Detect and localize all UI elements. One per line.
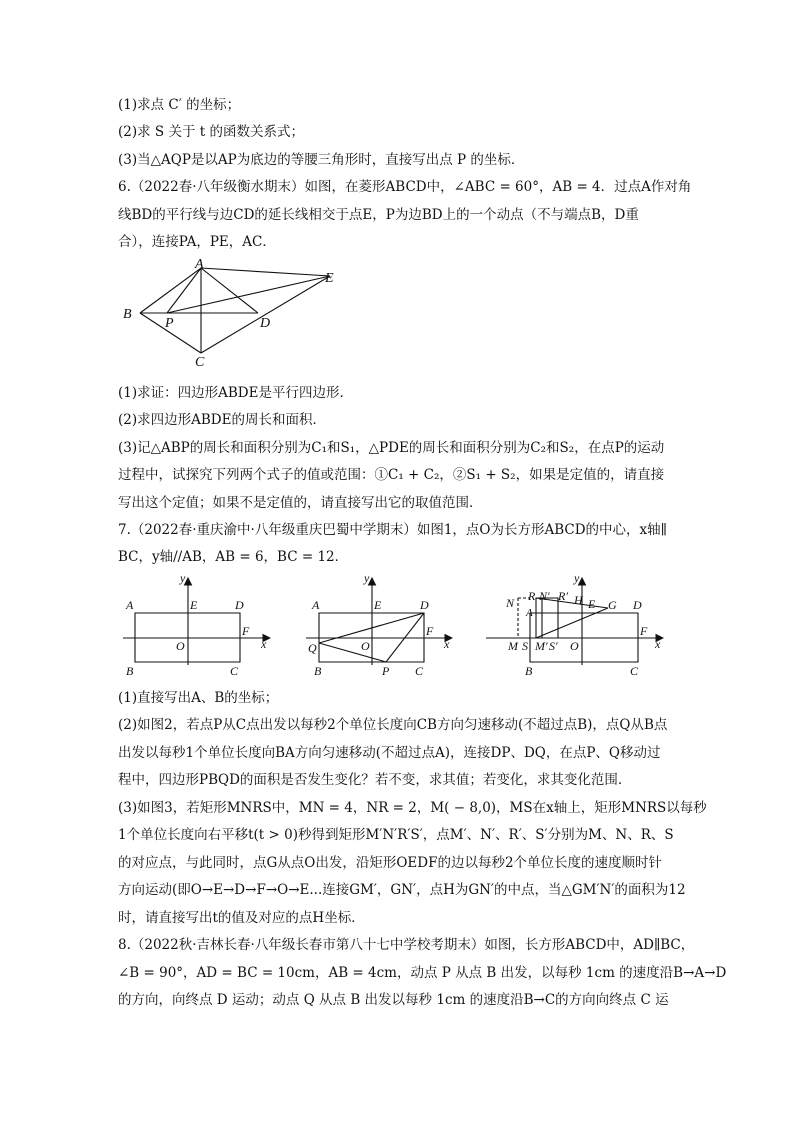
svg-text:G: G (608, 598, 617, 612)
svg-text:x: x (655, 637, 661, 651)
fig6-label-B: B (123, 307, 132, 322)
svg-text:S′: S′ (549, 639, 558, 653)
svg-text:A: A (312, 598, 320, 612)
text-line-6: 合），连接PA，PE，AC． (118, 234, 276, 250)
svg-text:F: F (640, 624, 648, 638)
svg-text:x: x (261, 637, 267, 651)
svg-text:D: D (235, 598, 244, 612)
svg-text:B: B (126, 664, 134, 678)
fig6-label-D: D (260, 316, 271, 331)
svg-text:F: F (426, 624, 434, 638)
text-line-22: 时，请直接写出t的值及对应的点H坐标． (118, 910, 365, 926)
text-line-1: (1)求点 C′ 的坐标； (118, 97, 241, 113)
svg-text:E: E (374, 598, 382, 612)
text-line-21: 方向运动(即O→E→D→F→O→E...连接GM′，GN′，点H为GN′的中点，当△GM′N′的面积为12 (118, 882, 686, 898)
text-line-23: 8.（2022秋·吉林长春·八年级长春市第八十七中学校考期末）如图，长方形ABCD中，AD∥BC， (118, 937, 695, 953)
figure-rhombus (115, 258, 355, 368)
svg-text:y: y (574, 571, 580, 585)
svg-text:C: C (415, 664, 424, 678)
text-line-4: 6.（2022春·八年级衡水期末）如图，在菱形ABCD中，∠ABC = 60°，AB = 4．过点A作对角 (118, 179, 692, 195)
svg-text:E: E (190, 598, 198, 612)
fig6-segment (201, 276, 330, 353)
fig6-label-E: E (325, 271, 334, 286)
fig7-diagram-1 (123, 571, 270, 678)
text-line-13: BC，y轴//AB，AB = 6，BC = 12． (118, 549, 349, 565)
text-line-5: 线BD的平行线与边CD的延长线相交于点E，P为边BD上的一个动点（不与端点B，D重 (118, 207, 639, 223)
text-line-14: (1)直接写出A、B的坐标； (118, 690, 279, 706)
text-line-10: 过程中，试探究下列两个式子的值或范围：①C₁ + C₂，②S₁ + S₂，如果是定值的，请直接 (118, 467, 665, 483)
svg-text:H: H (574, 593, 583, 607)
svg-text:M: M (508, 639, 518, 653)
text-line-11: 写出这个定值；如果不是定值的，请直接写出它的取值范围． (118, 495, 483, 511)
svg-text:S: S (522, 639, 528, 653)
svg-text:P: P (382, 664, 390, 678)
svg-text:B: B (525, 664, 533, 678)
fig6-label-C: C (195, 355, 205, 368)
svg-text:R: R (528, 589, 536, 603)
fig7-diagram-2 (306, 571, 452, 678)
svg-text:M′: M′ (535, 639, 548, 653)
svg-text:y: y (180, 571, 186, 585)
text-line-7: (1)求证：四边形ABDE是平行四边形． (118, 385, 353, 401)
svg-text:Q: Q (308, 641, 317, 655)
fig7-diagram-3 (486, 571, 663, 678)
svg-text:x: x (444, 637, 450, 651)
figure-rectangles (118, 570, 678, 680)
fig6-segment (201, 268, 258, 313)
svg-text:y: y (364, 571, 370, 585)
svg-text:E: E (588, 597, 596, 611)
text-line-15: (2)如图2，若点P从C点出发以每秒2个单位长度向CB方向匀速移动(不超过点B)，点Q从B点 (118, 717, 668, 733)
fig6-label-P: P (165, 316, 174, 331)
text-line-25: 的方向，向终点 D 运动；动点 Q 从点 B 出发以每秒 1cm 的速度沿B→C的方向向终点 C 运 (118, 992, 669, 1008)
svg-text:D: D (633, 598, 642, 612)
text-line-19: 1个单位长度向右平移t(t > 0)秒得到矩形M′N′R′S′，点M′、N′、R′、S′分别为M、N、R、S (118, 827, 674, 843)
svg-text:A: A (526, 607, 533, 619)
svg-text:C: C (630, 664, 639, 678)
svg-text:C: C (230, 664, 239, 678)
svg-text:R′: R′ (558, 589, 568, 603)
svg-text:N: N (506, 596, 515, 610)
text-line-18: (3)如图3，若矩形MNRS中，MN = 4，NR = 2，M( − 8,0)，MS在x轴上，矩形MNRS以每秒 (118, 800, 707, 816)
svg-text:A: A (126, 598, 134, 612)
text-line-9: (3)记△ABP的周长和面积分别为C₁和S₁，△PDE的周长和面积分别为C₂和S₂，在点P的运动 (118, 440, 665, 456)
fig6-label-A: A (195, 258, 204, 272)
svg-text:O: O (361, 639, 370, 653)
text-line-24: ∠B = 90°，AD = BC = 10cm，AB = 4cm，动点 P 从点 B 出发，以每秒 1cm 的速度沿B→A→D (118, 965, 727, 981)
text-line-3: (3)当△AQP是以AP为底边的等腰三角形时，直接写出点 P 的坐标． (118, 152, 525, 168)
text-line-16: 出发以每秒1个单位长度向BA方向匀速移动(不超过点A)，连接DP、DQ，在点P、Q移动过 (118, 745, 661, 761)
text-line-12: 7.（2022春·重庆渝中·八年级重庆巴蜀中学期末）如图1，点O为长方形ABCD的中心，x轴∥ (118, 522, 667, 538)
svg-text:O: O (570, 639, 579, 653)
svg-text:D: D (420, 598, 429, 612)
svg-text:N′: N′ (539, 589, 550, 603)
svg-text:F: F (242, 624, 250, 638)
text-line-20: 的对应点，与此同时，点G从点O出发，沿矩形OEDF的边以每秒2个单位长度的速度顺时针 (118, 855, 663, 871)
svg-text:B: B (314, 664, 322, 678)
fig6-segment (140, 268, 330, 313)
svg-text:O: O (176, 639, 185, 653)
text-line-2: (2)求 S 关于 t 的函数关系式； (118, 124, 304, 140)
text-line-8: (2)求四边形ABDE的周长和面积． (118, 412, 326, 428)
text-line-17: 程中，四边形PBQD的面积是否发生变化？若不变，求其值；若变化，求其变化范围． (118, 772, 632, 788)
